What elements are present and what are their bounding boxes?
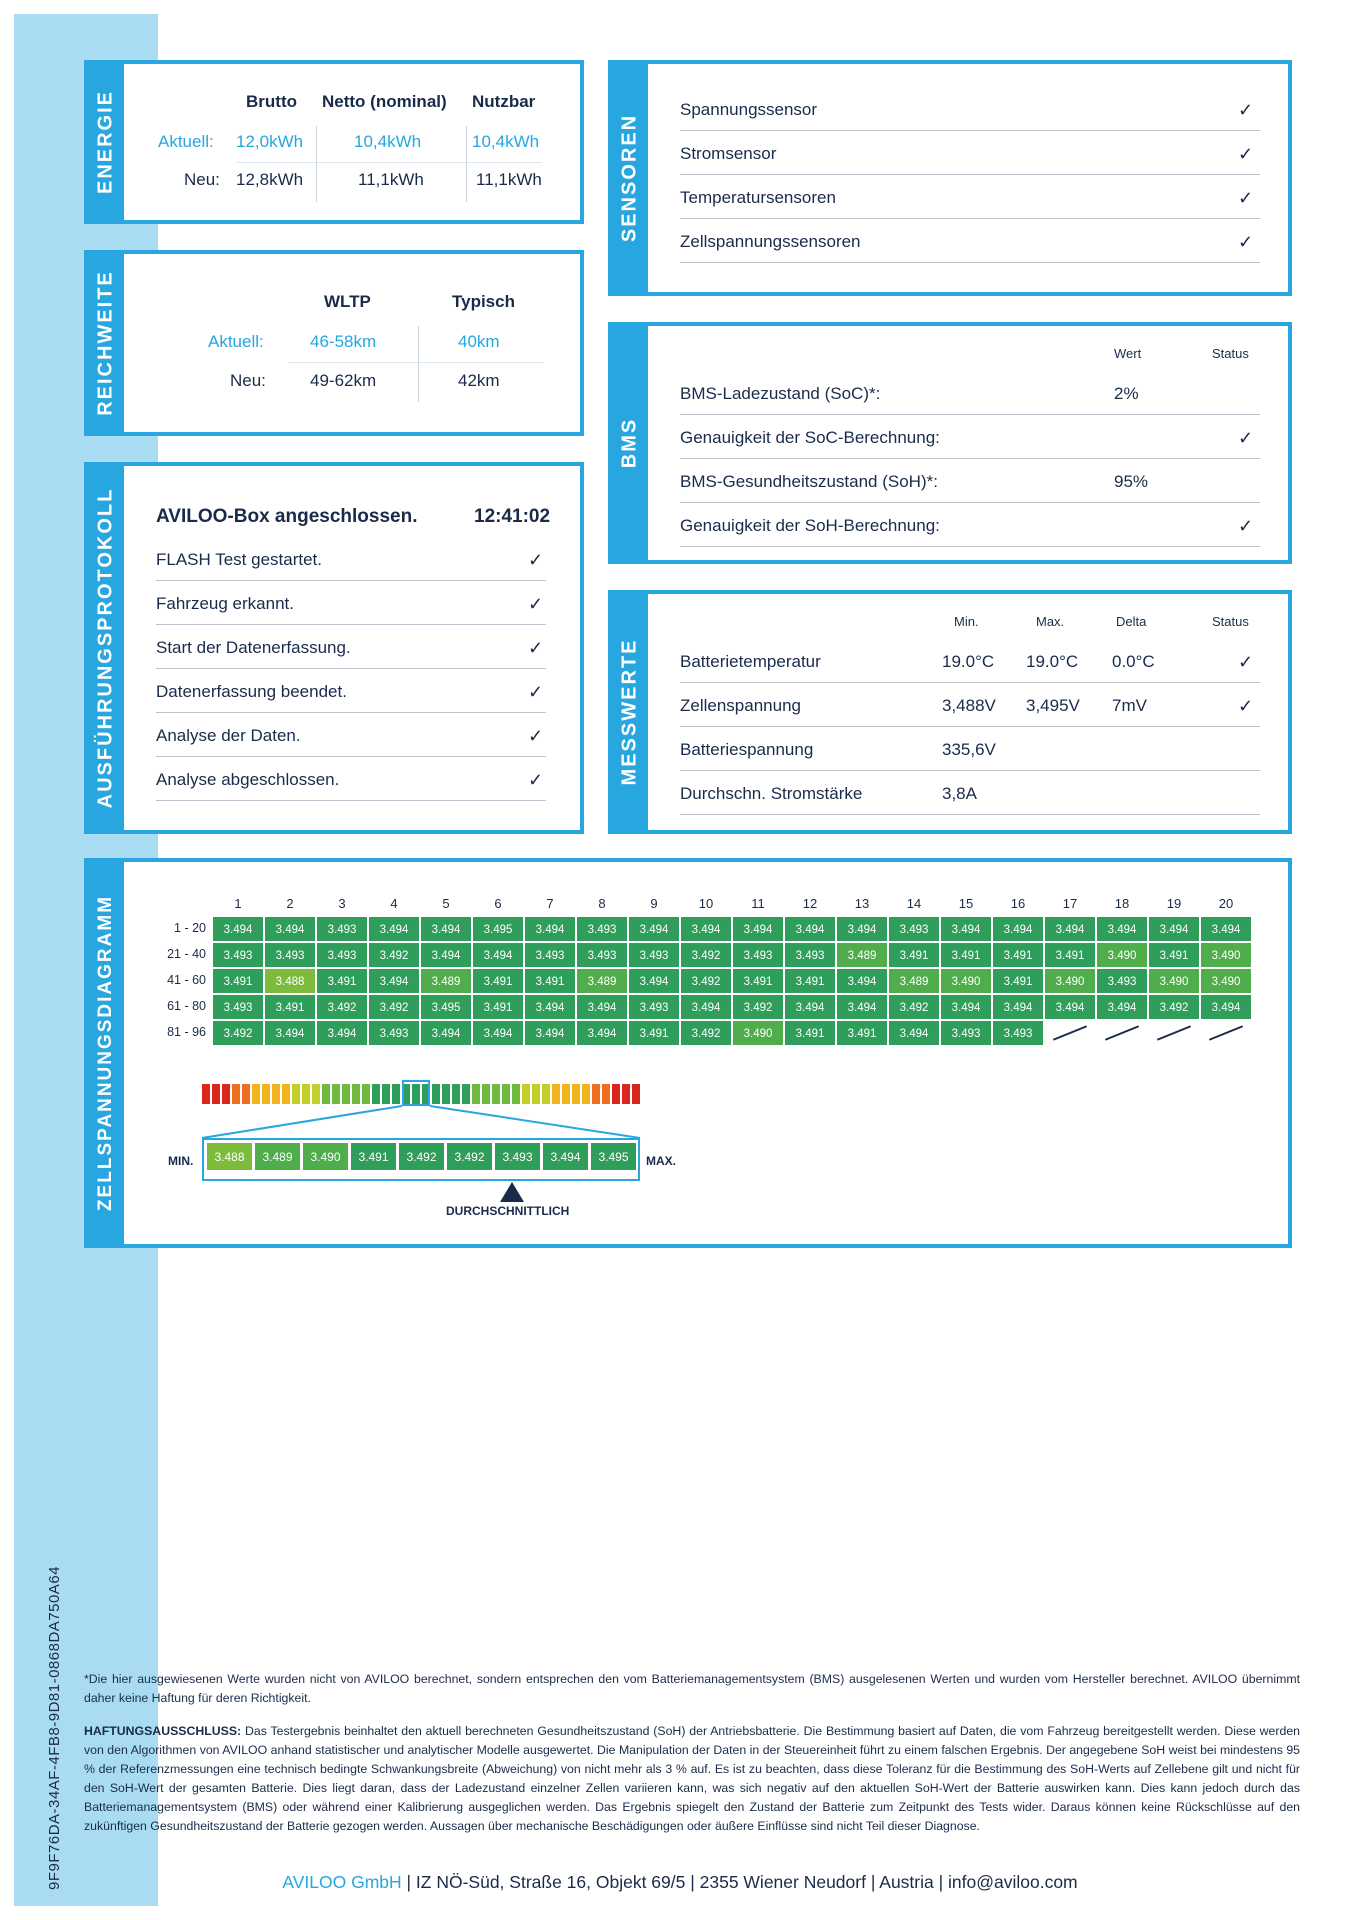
heatmap-cell: 3.494 — [420, 1020, 472, 1046]
check-icon: ✓ — [1238, 428, 1254, 448]
heatmap-cell: 3.493 — [316, 916, 368, 942]
bms-row-value: 95% — [1114, 472, 1149, 491]
heatmap-column-label: 4 — [390, 896, 398, 911]
heatmap-column-label: 19 — [1166, 896, 1182, 911]
heatmap-cell: 3.493 — [628, 994, 680, 1020]
heatmap-cell: 3.494 — [628, 916, 680, 942]
heatmap-column-label: 5 — [442, 896, 450, 911]
scale-max-label: MAX. — [646, 1154, 676, 1168]
protokoll-time: 12:41:02 — [474, 506, 551, 527]
heatmap-cell: 3.490 — [1044, 968, 1096, 994]
bms-header-status: Status — [1212, 346, 1249, 361]
heatmap-cell: 3.494 — [316, 1020, 368, 1046]
heatmap-cell: 3.490 — [1200, 968, 1252, 994]
protokoll-title: AVILOO-Box angeschlossen. — [156, 506, 418, 527]
reichweite-panel — [84, 250, 584, 436]
disclaimer — [84, 1722, 1300, 1836]
heatmap-cell: 3.491 — [836, 1020, 888, 1046]
document-id: 9F9F76DA-34AF-4FB8-9D81-0868DA750A64 — [46, 1566, 63, 1890]
scale-value-cell: 3.491 — [350, 1142, 397, 1171]
messwerte-min: 3,488V — [942, 696, 996, 715]
heatmap-cell: 3.494 — [368, 968, 420, 994]
heatmap-cell: 3.494 — [524, 916, 576, 942]
heatmap-cell: 3.493 — [212, 942, 264, 968]
heatmap-cell: 3.493 — [368, 1020, 420, 1046]
protokoll-step: FLASH Test gestartet. — [156, 550, 322, 569]
heatmap-cell: 3.491 — [732, 968, 784, 994]
scale-value-cell: 3.489 — [254, 1142, 301, 1171]
row-divider — [680, 814, 1260, 815]
messwerte-row-label: Durchschn. Stromstärke — [680, 784, 863, 803]
average-marker-icon — [500, 1182, 524, 1202]
heatmap-cell: 3.495 — [472, 916, 524, 942]
heatmap-column-label: 13 — [854, 896, 870, 911]
heatmap-cell: 3.492 — [732, 994, 784, 1020]
average-label: DURCHSCHNITTLICH — [446, 1204, 570, 1218]
heatmap-cell: 3.491 — [472, 968, 524, 994]
energie-label: ENERGIE — [88, 64, 124, 220]
messwerte-header-status: Status — [1212, 614, 1249, 629]
heatmap-row-label: 81 - 96 — [167, 1025, 206, 1039]
heatmap-column-label: 6 — [494, 896, 502, 911]
heatmap-cell: 3.494 — [472, 1020, 524, 1046]
energie-panel — [84, 60, 584, 224]
heatmap-cell: 3.491 — [212, 968, 264, 994]
footer — [0, 1872, 1360, 1893]
heatmap-cell: 3.488 — [264, 968, 316, 994]
bms-row-value: 2% — [1114, 384, 1139, 403]
energie-value: 11,1kWh — [358, 170, 424, 189]
heatmap-cell: 3.492 — [680, 942, 732, 968]
heatmap-cell: 3.493 — [992, 1020, 1044, 1046]
heatmap-cell: 3.494 — [1044, 916, 1096, 942]
heatmap-cell: 3.491 — [1148, 942, 1200, 968]
energie-header-brutto: Brutto — [246, 92, 297, 111]
row-divider — [680, 262, 1260, 263]
heatmap-column-label: 20 — [1218, 896, 1234, 911]
row-divider — [156, 712, 546, 713]
check-icon: ✓ — [528, 594, 544, 614]
heatmap-cell: 3.491 — [1044, 942, 1096, 968]
heatmap-cell: 3.491 — [992, 968, 1044, 994]
heatmap-cell: 3.494 — [680, 994, 732, 1020]
energie-row-label: Neu: — [184, 170, 220, 189]
protokoll-step: Analyse der Daten. — [156, 726, 301, 745]
heatmap-cell: 3.491 — [316, 968, 368, 994]
sensor-item: Zellspannungssensoren — [680, 232, 861, 251]
heatmap-cell: 3.493 — [524, 942, 576, 968]
heatmap-cell: 3.494 — [368, 916, 420, 942]
heatmap-cell: 3.495 — [420, 994, 472, 1020]
heatmap-cell: 3.494 — [420, 916, 472, 942]
check-icon: ✓ — [1238, 144, 1254, 164]
heatmap-cell: 3.492 — [368, 994, 420, 1020]
heatmap-cell: 3.492 — [316, 994, 368, 1020]
heatmap-cell: 3.491 — [888, 942, 940, 968]
energie-row-label: Aktuell: — [158, 132, 214, 151]
heatmap-cell: 3.492 — [680, 968, 732, 994]
messwerte-min: 3,8A — [942, 784, 977, 803]
heatmap-cell: 3.493 — [940, 1020, 992, 1046]
heatmap-column-label: 1 — [234, 896, 242, 911]
heatmap-cell: 3.494 — [524, 994, 576, 1020]
check-icon: ✓ — [528, 638, 544, 658]
check-icon: ✓ — [1238, 232, 1254, 252]
check-icon: ✓ — [1238, 516, 1254, 536]
heatmap-column-label: 10 — [698, 896, 714, 911]
heatmap-cell: 3.491 — [472, 994, 524, 1020]
heatmap-column-label: 3 — [338, 896, 346, 911]
heatmap-cell: 3.494 — [264, 1020, 316, 1046]
check-icon: ✓ — [528, 550, 544, 570]
scale-zoom-lines — [88, 862, 688, 1182]
heatmap-cell: 3.494 — [732, 916, 784, 942]
protokoll-step: Fahrzeug erkannt. — [156, 594, 294, 613]
heatmap-cell: 3.492 — [680, 1020, 732, 1046]
heatmap-row-label: 41 - 60 — [167, 973, 206, 987]
protokoll-step: Start der Datenerfassung. — [156, 638, 351, 657]
energie-value: 10,4kWh — [354, 132, 422, 151]
heatmap-cell: 3.494 — [784, 916, 836, 942]
bms-row-label: BMS-Ladezustand (SoC)*: — [680, 384, 881, 403]
messwerte-header-max: Max. — [1036, 614, 1065, 629]
reichweite-label: REICHWEITE — [88, 254, 124, 432]
bms-label: BMS — [612, 326, 648, 560]
row-divider — [680, 770, 1260, 771]
sensor-item: Spannungssensor — [680, 100, 818, 119]
heatmap-cell: 3.491 — [940, 942, 992, 968]
messwerte-row-label: Batteriespannung — [680, 740, 814, 759]
bms-row-label: Genauigkeit der SoH-Berechnung: — [680, 516, 940, 535]
heatmap-cell: 3.494 — [1200, 994, 1252, 1020]
scale-value-cell: 3.494 — [542, 1142, 589, 1171]
protokoll-label: AUSFÜHRUNGSPROTOKOLL — [88, 466, 124, 830]
heatmap-cell: 3.489 — [420, 968, 472, 994]
reichweite-row-label: Aktuell: — [208, 332, 264, 351]
heatmap-cell: 3.490 — [1096, 942, 1148, 968]
heatmap-column-label: 7 — [546, 896, 554, 911]
scale-value-cell: 3.492 — [398, 1142, 445, 1171]
row-divider — [680, 502, 1260, 503]
heatmap-column-label: 14 — [906, 896, 922, 911]
heatmap-cell: 3.492 — [1148, 994, 1200, 1020]
disclaimer-title: HAFTUNGSAUSSCHLUSS: — [84, 1724, 242, 1738]
row-divider — [680, 546, 1260, 547]
disclaimer-text: Das Testergebnis beinhaltet den aktuell berechneten Gesundheitszustand (SoH) der Antriebsbatterie. Die Bestimmung basiert auf Daten, die vom Fahrzeug bereitgestellt werden. Diese werden von den Algorithmen von AVILOO anhand statistischer und analytischer Modelle ausgewertet. Die Manipulation der Daten in der Steuereinheit führt zu einem falschen Ergebnis. Der angegebene SoH weist bei mindestens 95 % der Referenzmessungen eine technisch bedingte Schwankungsbreite (Abweichung) von nicht mehr als 3 % auf. Es ist zu beachten, dass diese Toleranz für die Bestimmung des SoH-Werts auf Zellebene gilt und nicht für den SoH-Wert der gesamten Batterie. Dies liegt daran, dass der Ladezustand einzelner Zellen variieren kann, was sich negativ auf den aktuellen SoH-Wert der Batterie auswirken kann. Dies kann jedoch durch das Batteriemanagementsystem (BMS) oder während einer Kalibrierung ausgeglichen werden. Das Ergebnis spiegelt den Zustand der Batterie zum Zeitpunkt des Tests wider. Daraus können keine Rückschlüsse auf den zukünftigen Gesundheitszustand der Batterie gezogen werden. Aussagen über mechanische Beschädigungen oder äußere Einflüsse sind nicht Teil dieser Diagnose. — [84, 1724, 1300, 1833]
energie-value: 11,1kWh — [476, 170, 542, 189]
heatmap-cell: 3.490 — [732, 1020, 784, 1046]
heatmap-cell: 3.494 — [784, 994, 836, 1020]
row-divider — [680, 218, 1260, 219]
energie-header-nutzbar: Nutzbar — [472, 92, 536, 111]
heatmap-cell: 3.494 — [524, 1020, 576, 1046]
heatmap-cell: 3.493 — [628, 942, 680, 968]
row-divider — [156, 668, 546, 669]
heatmap-cell: 3.494 — [212, 916, 264, 942]
scale-value-cell: 3.488 — [206, 1142, 253, 1171]
messwerte-header-min: Min. — [954, 614, 979, 629]
energie-value: 12,0kWh — [236, 132, 304, 151]
protokoll-step: Analyse abgeschlossen. — [156, 770, 340, 789]
check-icon: ✓ — [1238, 100, 1254, 120]
energie-value: 12,8kWh — [236, 170, 304, 189]
heatmap-cell: 3.489 — [576, 968, 628, 994]
messwerte-max: 3,495V — [1026, 696, 1080, 715]
heatmap-row-label: 21 - 40 — [167, 947, 206, 961]
bms-header-wert: Wert — [1114, 346, 1142, 361]
heatmap-cell: 3.490 — [940, 968, 992, 994]
heatmap-row-label: 61 - 80 — [167, 999, 206, 1013]
heatmap-cell: 3.494 — [1148, 916, 1200, 942]
heatmap-cell: 3.493 — [888, 916, 940, 942]
heatmap-cell: 3.491 — [784, 1020, 836, 1046]
bms-row-label: BMS-Gesundheitszustand (SoH)*: — [680, 472, 938, 491]
row-divider — [680, 174, 1260, 175]
reichweite-value: 46-58km — [310, 332, 377, 351]
row-divider — [680, 130, 1260, 131]
empty-cell-slash — [1209, 1025, 1243, 1040]
heatmap-cell: 3.494 — [888, 1020, 940, 1046]
heatmap-cell: 3.494 — [264, 916, 316, 942]
heatmap-cell: 3.494 — [940, 994, 992, 1020]
heatmap-cell: 3.490 — [1200, 942, 1252, 968]
heatmap-cell: 3.494 — [836, 968, 888, 994]
check-icon: ✓ — [1238, 696, 1254, 716]
heatmap-cell: 3.494 — [628, 968, 680, 994]
bms-panel — [608, 322, 1292, 564]
check-icon: ✓ — [528, 726, 544, 746]
bms-row-label: Genauigkeit der SoC-Berechnung: — [680, 428, 940, 447]
heatmap-cell: 3.494 — [836, 916, 888, 942]
scale-value-cell: 3.492 — [446, 1142, 493, 1171]
heatmap-cell: 3.493 — [316, 942, 368, 968]
heatmap-cell: 3.494 — [680, 916, 732, 942]
heatmap-cell: 3.492 — [888, 994, 940, 1020]
heatmap-cell: 3.494 — [1044, 994, 1096, 1020]
footer-address: | IZ NÖ-Süd, Straße 16, Objekt 69/5 | 2355 Wiener Neudorf | Austria | info@aviloo.com — [401, 1872, 1078, 1892]
heatmap-cell: 3.492 — [368, 942, 420, 968]
heatmap-cell: 3.492 — [212, 1020, 264, 1046]
reichweite-value: 40km — [458, 332, 500, 351]
heatmap-cell: 3.491 — [264, 994, 316, 1020]
row-divider — [680, 682, 1260, 683]
heatmap-cell: 3.493 — [576, 916, 628, 942]
reichweite-value: 49-62km — [310, 371, 377, 390]
heatmap-cell: 3.494 — [1096, 994, 1148, 1020]
empty-cell-slash — [1105, 1025, 1139, 1040]
sensoren-label: SENSOREN — [612, 64, 648, 292]
heatmap-cell: 3.489 — [836, 942, 888, 968]
heatmap-column-label: 18 — [1114, 896, 1130, 911]
heatmap-row-label: 1 - 20 — [174, 921, 206, 935]
check-icon: ✓ — [528, 770, 544, 790]
empty-cell-slash — [1157, 1025, 1191, 1040]
row-divider — [680, 458, 1260, 459]
heatmap-cell: 3.494 — [1200, 916, 1252, 942]
scale-value-cell: 3.495 — [590, 1142, 637, 1171]
heatmap-cell: 3.493 — [576, 942, 628, 968]
heatmap-cell: 3.493 — [732, 942, 784, 968]
energie-header-netto: Netto (nominal) — [322, 92, 447, 111]
messwerte-min: 19.0°C — [942, 652, 995, 671]
messwerte-delta: 7mV — [1112, 696, 1147, 715]
reichweite-header-wltp: WLTP — [324, 292, 371, 311]
row-divider — [156, 624, 546, 625]
messwerte-delta: 0.0°C — [1112, 652, 1155, 671]
row-divider — [156, 580, 546, 581]
footer-company: AVILOO GmbH — [282, 1872, 402, 1892]
heatmap-column-label: 11 — [751, 896, 765, 911]
empty-cell-slash — [1053, 1025, 1087, 1040]
bms-footnote: *Die hier ausgewiesenen Werte wurden nicht von AVILOO berechnet, sondern entsprechen den vom Batteriemanagementsystem (BMS) ausgelesenen Werten und wurden vom Hersteller berechnet. AVILOO übernimmt daher keine Haftung für deren Richtigkeit. — [84, 1672, 1300, 1705]
heatmap-column-label: 2 — [286, 896, 294, 911]
row-divider — [156, 756, 546, 757]
messwerte-header-delta: Delta — [1116, 614, 1147, 629]
heatmap-cell: 3.494 — [1096, 916, 1148, 942]
heatmap-cell: 3.494 — [472, 942, 524, 968]
heatmap-cell: 3.493 — [264, 942, 316, 968]
row-divider — [156, 800, 546, 801]
row-divider — [680, 414, 1260, 415]
heatmap-cell: 3.494 — [420, 942, 472, 968]
scale-min-label: MIN. — [168, 1154, 194, 1168]
sensor-item: Temperatursensoren — [680, 188, 836, 207]
check-icon: ✓ — [1238, 652, 1254, 672]
heatmap-cell: 3.493 — [784, 942, 836, 968]
heatmap-cell: 3.490 — [1148, 968, 1200, 994]
messwerte-label: MESSWERTE — [612, 594, 648, 830]
reichweite-row-label: Neu: — [230, 371, 266, 390]
heatmap-cell: 3.493 — [212, 994, 264, 1020]
messwerte-panel — [608, 590, 1292, 834]
reichweite-header-typisch: Typisch — [452, 292, 515, 311]
heatmap-cell: 3.494 — [576, 994, 628, 1020]
heatmap-cell: 3.494 — [992, 994, 1044, 1020]
check-icon: ✓ — [528, 682, 544, 702]
heatmap-column-label: 17 — [1062, 896, 1078, 911]
protokoll-panel — [84, 462, 584, 834]
reichweite-value: 42km — [458, 371, 500, 390]
messwerte-max: 19.0°C — [1026, 652, 1079, 671]
heatmap-column-label: 15 — [958, 896, 974, 911]
heatmap-cell: 3.494 — [836, 994, 888, 1020]
check-icon: ✓ — [1238, 188, 1254, 208]
heatmap-column-label: 16 — [1010, 896, 1026, 911]
heatmap-cell: 3.494 — [940, 916, 992, 942]
energie-value: 10,4kWh — [472, 132, 540, 151]
protokoll-step: Datenerfassung beendet. — [156, 682, 347, 701]
sensor-item: Stromsensor — [680, 144, 777, 163]
heatmap-cell: 3.489 — [888, 968, 940, 994]
heatmap-cell: 3.491 — [524, 968, 576, 994]
heatmap-column-label: 12 — [802, 896, 818, 911]
messwerte-row-label: Batterietemperatur — [680, 652, 821, 671]
sensoren-panel — [608, 60, 1292, 296]
scale-value-cell: 3.490 — [302, 1142, 349, 1171]
heatmap-column-label: 9 — [650, 896, 658, 911]
heatmap-column-label: 8 — [598, 896, 606, 911]
heatmap-cell: 3.491 — [628, 1020, 680, 1046]
row-divider — [680, 726, 1260, 727]
zellspannung-panel — [84, 858, 1292, 1248]
heatmap-cell: 3.494 — [576, 1020, 628, 1046]
scale-value-cell: 3.493 — [494, 1142, 541, 1171]
heatmap-cell: 3.494 — [992, 916, 1044, 942]
messwerte-min: 335,6V — [942, 740, 996, 759]
zellspannung-label: ZELLSPANNUNGSDIAGRAMM — [88, 862, 124, 1244]
heatmap-cell: 3.493 — [1096, 968, 1148, 994]
messwerte-row-label: Zellenspannung — [680, 696, 801, 715]
heatmap-cell: 3.491 — [784, 968, 836, 994]
heatmap-cell: 3.491 — [992, 942, 1044, 968]
